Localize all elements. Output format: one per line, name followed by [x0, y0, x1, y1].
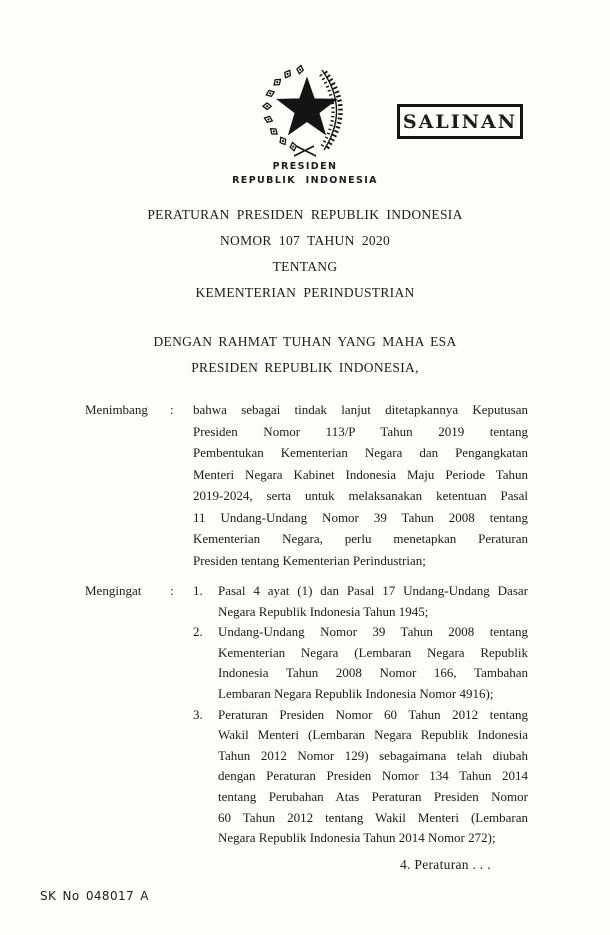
- title-line-tentang: TENTANG: [272, 259, 338, 274]
- legal-basis-line: Kementerian Negara (Lembaran Negara Republik: [218, 644, 528, 660]
- salinan-stamp-label: SALINAN: [402, 110, 518, 133]
- considering-line: 11 Undang-Undang Nomor 39 Tahun 2008 tentang: [193, 509, 528, 525]
- legal-basis-item: [193, 622, 528, 704]
- legal-basis-label: Mengingat: [85, 583, 142, 598]
- regulation-title: [0, 202, 610, 306]
- salinan-stamp: [397, 104, 523, 139]
- legal-basis-line: Undang-Undang Nomor 39 Tahun 2008 tentang: [218, 624, 528, 640]
- considering-line: bahwa sebagai tindak lanjut ditetapkannya Keputusan: [193, 402, 528, 417]
- title-line-subject: KEMENTERIAN PERINDUSTRIAN: [195, 285, 415, 300]
- considering-label: Menimbang: [85, 402, 148, 417]
- legal-basis-item: [193, 581, 528, 622]
- considering-clause: [85, 399, 528, 571]
- title-line-number: NOMOR 107 TAHUN 2020: [219, 233, 391, 248]
- legal-basis-item-text: [218, 581, 528, 622]
- legal-basis-line: Peraturan Presiden Nomor 60 Tahun 2012 tentang: [218, 706, 528, 722]
- letterhead-republik-indonesia: REPUBLIK INDONESIA: [232, 174, 378, 186]
- considering-line: 2019-2024, serta untuk melaksanakan ketentuan Pasal: [193, 488, 528, 503]
- considering-colon: :: [170, 402, 174, 417]
- legal-basis-line: 60 Tahun 2012 tentang Wakil Menteri (Lembaran: [218, 809, 528, 825]
- legal-basis-clause: [85, 581, 528, 849]
- document-control-number: SK No 048017 A: [40, 889, 149, 903]
- legal-basis-colon: :: [170, 583, 174, 598]
- legal-basis-item-number: 2.: [193, 624, 203, 640]
- considering-text: [193, 399, 528, 571]
- legal-basis-line: dengan Peraturan Presiden Nomor 134 Tahun 2014: [218, 768, 528, 784]
- legal-basis-item: [193, 705, 528, 849]
- preamble-invocation: DENGAN RAHMAT TUHAN YANG MAHA ESA: [153, 334, 457, 349]
- page-catchword: 4. Peraturan . . .: [400, 857, 491, 872]
- legal-basis-line: Wakil Menteri (Lembaran Negara Republik Indonesia: [218, 727, 528, 743]
- title-line-regulation: PERATURAN PRESIDEN REPUBLIK INDONESIA: [147, 207, 463, 222]
- considering-line: Menteri Negara Kabinet Indonesia Maju Periode Tahun: [193, 466, 528, 482]
- letterhead-presiden: PRESIDEN: [272, 161, 338, 172]
- considering-line: Pembentukan Kementerian Negara dan Pengangkatan: [193, 445, 528, 460]
- legal-basis-list: [193, 581, 528, 849]
- presidential-emblem-icon: [252, 62, 358, 160]
- legal-basis-line: tentang Perubahan Atas Peraturan Presiden Nomor: [218, 788, 528, 804]
- considering-line: Presiden tentang Kementerian Perindustrian;: [193, 552, 426, 568]
- considering-line: Presiden Nomor 113/P Tahun 2019 tentang: [193, 423, 528, 439]
- legal-basis-item-text: [218, 705, 528, 849]
- legal-basis-line: Lembaran Negara Republik Indonesia Nomor 4916);: [218, 685, 494, 701]
- legal-basis-line: Indonesia Tahun 2008 Nomor 166, Tambahan: [218, 665, 528, 681]
- legal-basis-item-number: 3.: [193, 706, 203, 722]
- preamble-authority: PRESIDEN REPUBLIK INDONESIA,: [191, 360, 419, 375]
- considering-line: Kementerian Negara, perlu menetapkan Peraturan: [193, 531, 528, 546]
- legal-basis-line: Negara Republik Indonesia Tahun 1945;: [218, 603, 429, 619]
- legal-basis-item-text: [218, 622, 528, 704]
- legal-basis-item-number: 1.: [193, 583, 203, 598]
- legal-basis-line: Pasal 4 ayat (1) dan Pasal 17 Undang-Undang Dasar: [218, 583, 528, 598]
- letterhead: [0, 160, 610, 187]
- legal-basis-line: Negara Republik Indonesia Tahun 2014 Nomor 272);: [218, 830, 496, 846]
- preamble: [0, 329, 610, 381]
- legal-basis-line: Tahun 2012 Nomor 129) sebagaimana telah diubah: [218, 747, 528, 763]
